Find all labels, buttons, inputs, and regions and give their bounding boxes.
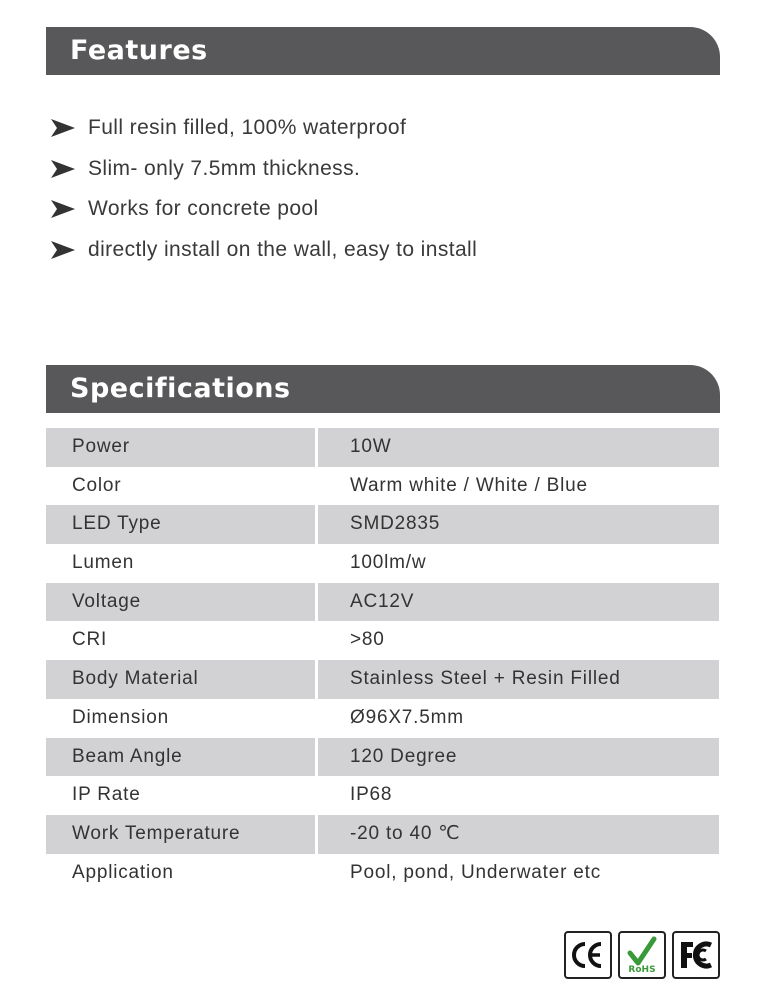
spec-value: 100lm/w <box>315 544 719 583</box>
table-row <box>46 428 719 467</box>
spec-value: >80 <box>315 621 719 660</box>
arrow-bullet-icon <box>50 199 76 219</box>
fcc-mark-icon <box>672 931 720 979</box>
spec-label: Voltage <box>46 583 315 622</box>
table-row <box>46 815 719 854</box>
table-row <box>46 699 719 738</box>
spec-label: Lumen <box>72 552 135 574</box>
table-row <box>46 467 719 506</box>
spec-label: IP Rate <box>72 784 141 806</box>
feature-text: Works for concrete pool <box>88 197 319 221</box>
spec-label: Body Material <box>46 660 315 699</box>
spec-label: CRI <box>72 629 108 651</box>
feature-text: Slim- only 7.5mm thickness. <box>88 156 361 180</box>
features-heading: Features <box>46 27 720 75</box>
spec-value: IP68 <box>315 776 719 815</box>
table-row <box>46 660 719 699</box>
table-row <box>46 854 719 893</box>
arrow-bullet-icon <box>50 159 76 179</box>
specifications-table <box>46 428 719 892</box>
rohs-label: RoHS <box>628 965 656 975</box>
table-row <box>46 738 719 777</box>
table-row <box>46 583 719 622</box>
spec-value: 10W <box>315 428 719 467</box>
feature-text: directly install on the wall, easy to install <box>88 237 478 261</box>
spec-label: Beam Angle <box>46 738 315 777</box>
arrow-bullet-icon <box>50 240 76 260</box>
spec-value: -20 to 40 ℃ <box>315 815 719 854</box>
spec-value: AC12V <box>315 583 719 622</box>
spec-value: Pool, pond, Underwater etc <box>315 854 719 893</box>
spec-value: Ø96X7.5mm <box>315 699 719 738</box>
certification-logos <box>564 931 720 979</box>
spec-label: Work Temperature <box>46 815 315 854</box>
specifications-heading: Specifications <box>46 365 720 413</box>
rohs-mark-icon <box>618 931 666 979</box>
spec-value: Warm white / White / Blue <box>315 467 719 506</box>
ce-mark-icon <box>564 931 612 979</box>
spec-value: 120 Degree <box>315 738 719 777</box>
spec-label: Color <box>72 474 122 496</box>
table-row <box>46 505 719 544</box>
table-row <box>46 776 719 815</box>
table-row <box>46 544 719 583</box>
spec-label: Application <box>72 861 174 883</box>
feature-item <box>50 230 477 271</box>
spec-label: LED Type <box>46 505 315 544</box>
feature-item <box>50 108 477 149</box>
arrow-bullet-icon <box>50 118 76 138</box>
feature-item <box>50 189 477 230</box>
feature-item <box>50 149 477 190</box>
spec-label: Power <box>46 428 315 467</box>
features-list <box>50 108 477 270</box>
spec-value: Stainless Steel + Resin Filled <box>315 660 719 699</box>
feature-text: Full resin filled, 100% waterproof <box>88 116 407 140</box>
spec-value: SMD2835 <box>315 505 719 544</box>
table-row <box>46 621 719 660</box>
spec-label: Dimension <box>72 706 169 728</box>
